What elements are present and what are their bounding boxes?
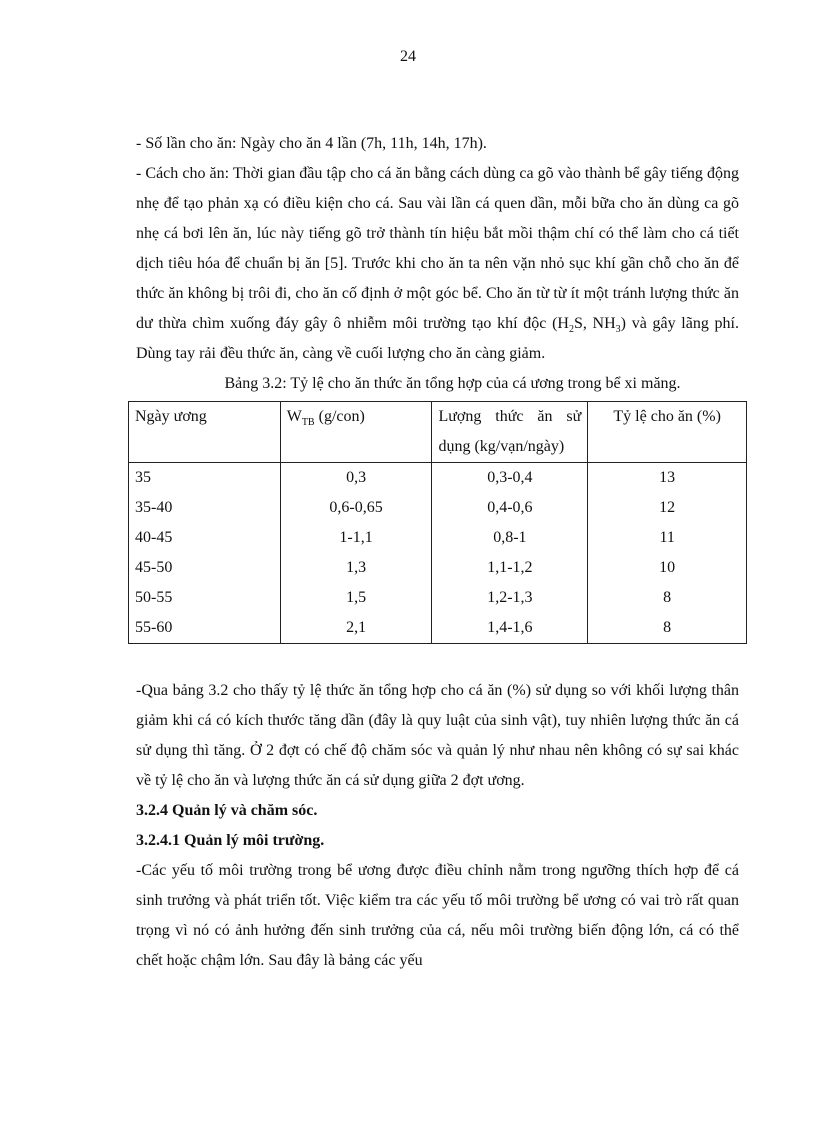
page-number: 24 <box>400 48 416 65</box>
nh3-subscript: 3 <box>615 324 621 336</box>
cell-weight: 1-1,1 <box>280 523 432 553</box>
cell-rate: 10 <box>588 553 747 583</box>
table-row <box>129 553 747 583</box>
cell-weight: 0,3 <box>280 463 432 494</box>
h2s-subscript: 2 <box>568 324 574 336</box>
cell-rate: 13 <box>588 463 747 494</box>
header-weight-symbol: W <box>286 408 302 425</box>
table-row <box>129 493 747 523</box>
document-body <box>136 129 739 976</box>
cell-days: 50-55 <box>129 583 281 613</box>
paragraph-environment: -Các yếu tố môi trường trong bể ương được điều chỉnh nằm trong ngưỡng thích hợp để cá sinh trưởng và phát triển tốt. Việc kiểm tra các yếu tố môi trường bể ương có vai trò rất quan trọng vì nó có ảnh hưởng đến sinh trưởng của cá, nếu môi trường biến động lớn, cá có thể chết hoặc chậm lớn. Sau đây là bảng các yếu <box>136 862 739 969</box>
cell-days: 35 <box>129 463 281 494</box>
cell-weight: 0,6-0,65 <box>280 493 432 523</box>
cell-feed: 0,4-0,6 <box>432 493 588 523</box>
cell-days: 35-40 <box>129 493 281 523</box>
cell-feed: 1,2-1,3 <box>432 583 588 613</box>
header-weight <box>280 402 432 463</box>
table-header-row <box>129 402 747 463</box>
cell-feed: 0,8-1 <box>432 523 588 553</box>
cell-days: 45-50 <box>129 553 281 583</box>
table-row <box>129 523 747 553</box>
cell-days: 55-60 <box>129 613 281 644</box>
cell-feed: 0,3-0,4 <box>432 463 588 494</box>
cell-weight: 1,3 <box>280 553 432 583</box>
header-weight-unit: (g/con) <box>314 408 365 425</box>
section-heading-3-2-4-1: 3.2.4.1 Quản lý môi trường. <box>136 832 325 849</box>
cell-weight: 1,5 <box>280 583 432 613</box>
bullet-feeding-method <box>136 159 739 369</box>
feeding-method-text-2: S, NH <box>573 315 616 332</box>
header-weight-subscript: TB <box>301 417 315 429</box>
cell-weight: 2,1 <box>280 613 432 644</box>
cell-days: 40-45 <box>129 523 281 553</box>
cell-rate: 11 <box>588 523 747 553</box>
feeding-method-text-3: ) và gây lãng phí. Dùng tay rải đều thức ăn, càng về cuối lượng cho ăn càng giảm. <box>136 315 739 362</box>
cell-feed: 1,1-1,2 <box>432 553 588 583</box>
bullet-feeding-frequency: - Số lần cho ăn: Ngày cho ăn 4 lần (7h, 11h, 14h, 17h). <box>136 135 487 152</box>
cell-feed: 1,4-1,6 <box>432 613 588 644</box>
header-rearing-days: Ngày ương <box>129 402 281 463</box>
table-row <box>129 613 747 644</box>
header-feeding-rate: Tỷ lệ cho ăn (%) <box>588 402 747 463</box>
cell-rate: 8 <box>588 583 747 613</box>
feeding-method-text: - Cách cho ăn: Thời gian đầu tập cho cá ăn bằng cách dùng ca gõ vào thành bể gây tiếng động nhẹ để tạo phản xạ có điều kiện cho cá. Sau vài lần cá quen dần, mỗi bữa cho ăn dùng ca gõ nhẹ cá bơi lên ăn, lúc này tiếng gõ trở thành tín hiệu bắt mồi thậm chí có thể làm cho cá tiết dịch tiêu hóa để chuẩn bị ăn [5]. Trước khi cho ăn ta nên vặn nhỏ sục khí gần chỗ cho ăn để thức ăn không bị trôi đi, cho ăn cố định ở một góc bể. Cho ăn từ từ ít một tránh lượng thức ăn dư thừa chìm xuống đáy gây ô nhiễm môi trường tạo khí độc (H <box>136 165 739 332</box>
cell-rate: 12 <box>588 493 747 523</box>
header-feed-amount: Lượng thức ăn sử dụng (kg/vạn/ngày) <box>432 402 588 463</box>
paragraph-table-analysis: -Qua bảng 3.2 cho thấy tỷ lệ thức ăn tổng hợp cho cá ăn (%) sử dụng so với khối lượng thân giảm khi cá có kích thước tăng dần (đây là quy luật của sinh vật), tuy nhiên lượng thức ăn cá sử dụng thì tăng. Ở 2 đợt có chế độ chăm sóc và quản lý như nhau nên không có sự sai khác về tỷ lệ cho ăn và lượng thức ăn cá sử dụng giữa 2 đợt ương. <box>136 682 739 789</box>
table-row <box>129 583 747 613</box>
table-row <box>129 463 747 494</box>
section-heading-3-2-4: 3.2.4 Quản lý và chăm sóc. <box>136 802 318 819</box>
feeding-rate-table <box>128 401 747 644</box>
cell-rate: 8 <box>588 613 747 644</box>
table-caption: Bảng 3.2: Tỷ lệ cho ăn thức ăn tổng hợp của cá ương trong bể xi măng. <box>224 375 681 392</box>
